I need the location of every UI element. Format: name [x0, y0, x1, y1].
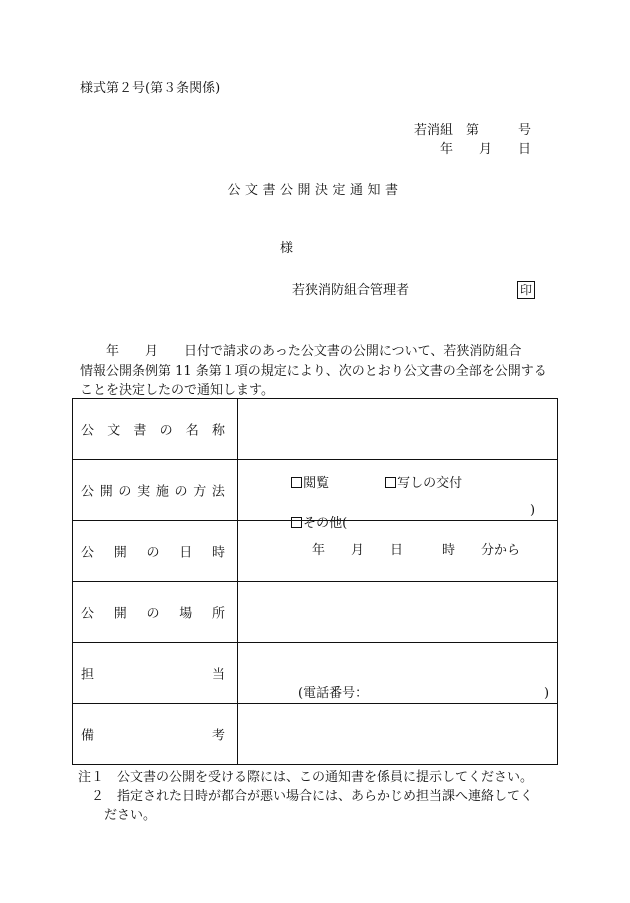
label-char: 名	[185, 423, 199, 439]
label-method	[81, 481, 225, 500]
row-label	[73, 521, 238, 582]
contact-field[interactable]	[238, 643, 558, 704]
label-char: の	[174, 484, 188, 500]
table-row-place	[73, 582, 558, 643]
note-line: 注１ 公文書の公開を受ける際には、この通知書を係員に提示してください。	[78, 770, 534, 785]
remarks-field[interactable]	[238, 704, 558, 765]
note-line: ２ 指定された日時が都合が悪い場合には、あらかじめ担当課へ連絡してく	[78, 789, 534, 804]
phone-number-label: (電話番号：	[298, 686, 369, 701]
label-char: 場	[179, 606, 193, 622]
label-char: 方	[193, 484, 207, 500]
seal-stamp-box: 印	[517, 281, 535, 299]
label-char: 開	[99, 484, 113, 500]
table-row-document-name	[73, 399, 558, 460]
option-view-label: 閲覧	[303, 476, 330, 491]
sender-name: 若狭消防組合管理者	[292, 283, 410, 298]
table-row-contact	[73, 643, 558, 704]
label-char: 日	[179, 545, 193, 561]
label-char: 時	[211, 545, 225, 561]
label-char: 備	[81, 728, 95, 744]
datetime-field[interactable]	[238, 521, 558, 582]
label-char: 公	[81, 545, 95, 561]
form-label: 様式第２号(第３条関係)	[80, 81, 221, 96]
note-line: ださい。	[78, 808, 157, 823]
table-row-method	[73, 460, 558, 521]
table-row-remarks	[73, 704, 558, 765]
checkbox-copy[interactable]	[385, 477, 396, 488]
option-view[interactable]	[258, 464, 329, 503]
place-field[interactable]	[238, 582, 558, 643]
table-row-datetime	[73, 521, 558, 582]
label-char: 文	[107, 423, 121, 439]
row-label	[73, 399, 238, 460]
label-contact	[81, 664, 225, 683]
datetime-value: 年 月 日 時 分から	[312, 543, 521, 558]
label-char: 考	[211, 728, 225, 744]
label-char: の	[159, 423, 173, 439]
option-copy-label: 写しの交付	[397, 476, 463, 491]
addressee-honorific: 様	[280, 241, 294, 256]
option-other-label: その他(	[303, 516, 348, 531]
notes	[78, 768, 568, 825]
checkbox-view[interactable]	[291, 477, 302, 488]
label-remarks	[81, 725, 225, 744]
option-other-close: )	[530, 503, 536, 518]
label-char: の	[118, 484, 132, 500]
label-char: 開	[113, 545, 127, 561]
label-char: 称	[211, 423, 225, 439]
label-char: 法	[211, 484, 225, 500]
label-char: の	[146, 606, 160, 622]
body-line: ことを決定したので通知します。	[80, 383, 274, 398]
label-char: 施	[155, 484, 169, 500]
body-paragraph	[80, 342, 560, 401]
row-label	[73, 582, 238, 643]
label-char: 実	[137, 484, 151, 500]
row-label	[73, 643, 238, 704]
label-datetime	[81, 542, 225, 561]
body-line: 情報公開条例第 11 条第１項の規定により、次のとおり公文書の全部を公開する	[80, 363, 547, 379]
label-place	[81, 603, 225, 622]
label-char: 公	[81, 423, 95, 439]
row-label	[73, 460, 238, 521]
label-document-name	[81, 420, 225, 439]
document-number: 若消組 第 号	[414, 123, 532, 138]
label-char: 書	[133, 423, 147, 439]
disclosure-table	[72, 398, 558, 765]
body-line: 年 月 日付で請求のあった公文書の公開について、若狭消防組合	[80, 344, 522, 359]
method-field	[238, 460, 558, 531]
row-label	[73, 704, 238, 765]
label-char: 公	[81, 484, 95, 500]
label-char: 所	[211, 606, 225, 622]
document-title: 公文書公開決定通知書	[227, 183, 403, 198]
label-char: 担	[81, 667, 95, 683]
option-copy[interactable]	[352, 464, 462, 503]
label-char: 当	[211, 667, 225, 683]
label-char: の	[146, 545, 160, 561]
document-date: 年 月 日	[440, 142, 532, 157]
phone-number-close: )	[544, 686, 550, 701]
label-char: 開	[113, 606, 127, 622]
label-char: 公	[81, 606, 95, 622]
document-name-field[interactable]	[238, 399, 558, 460]
